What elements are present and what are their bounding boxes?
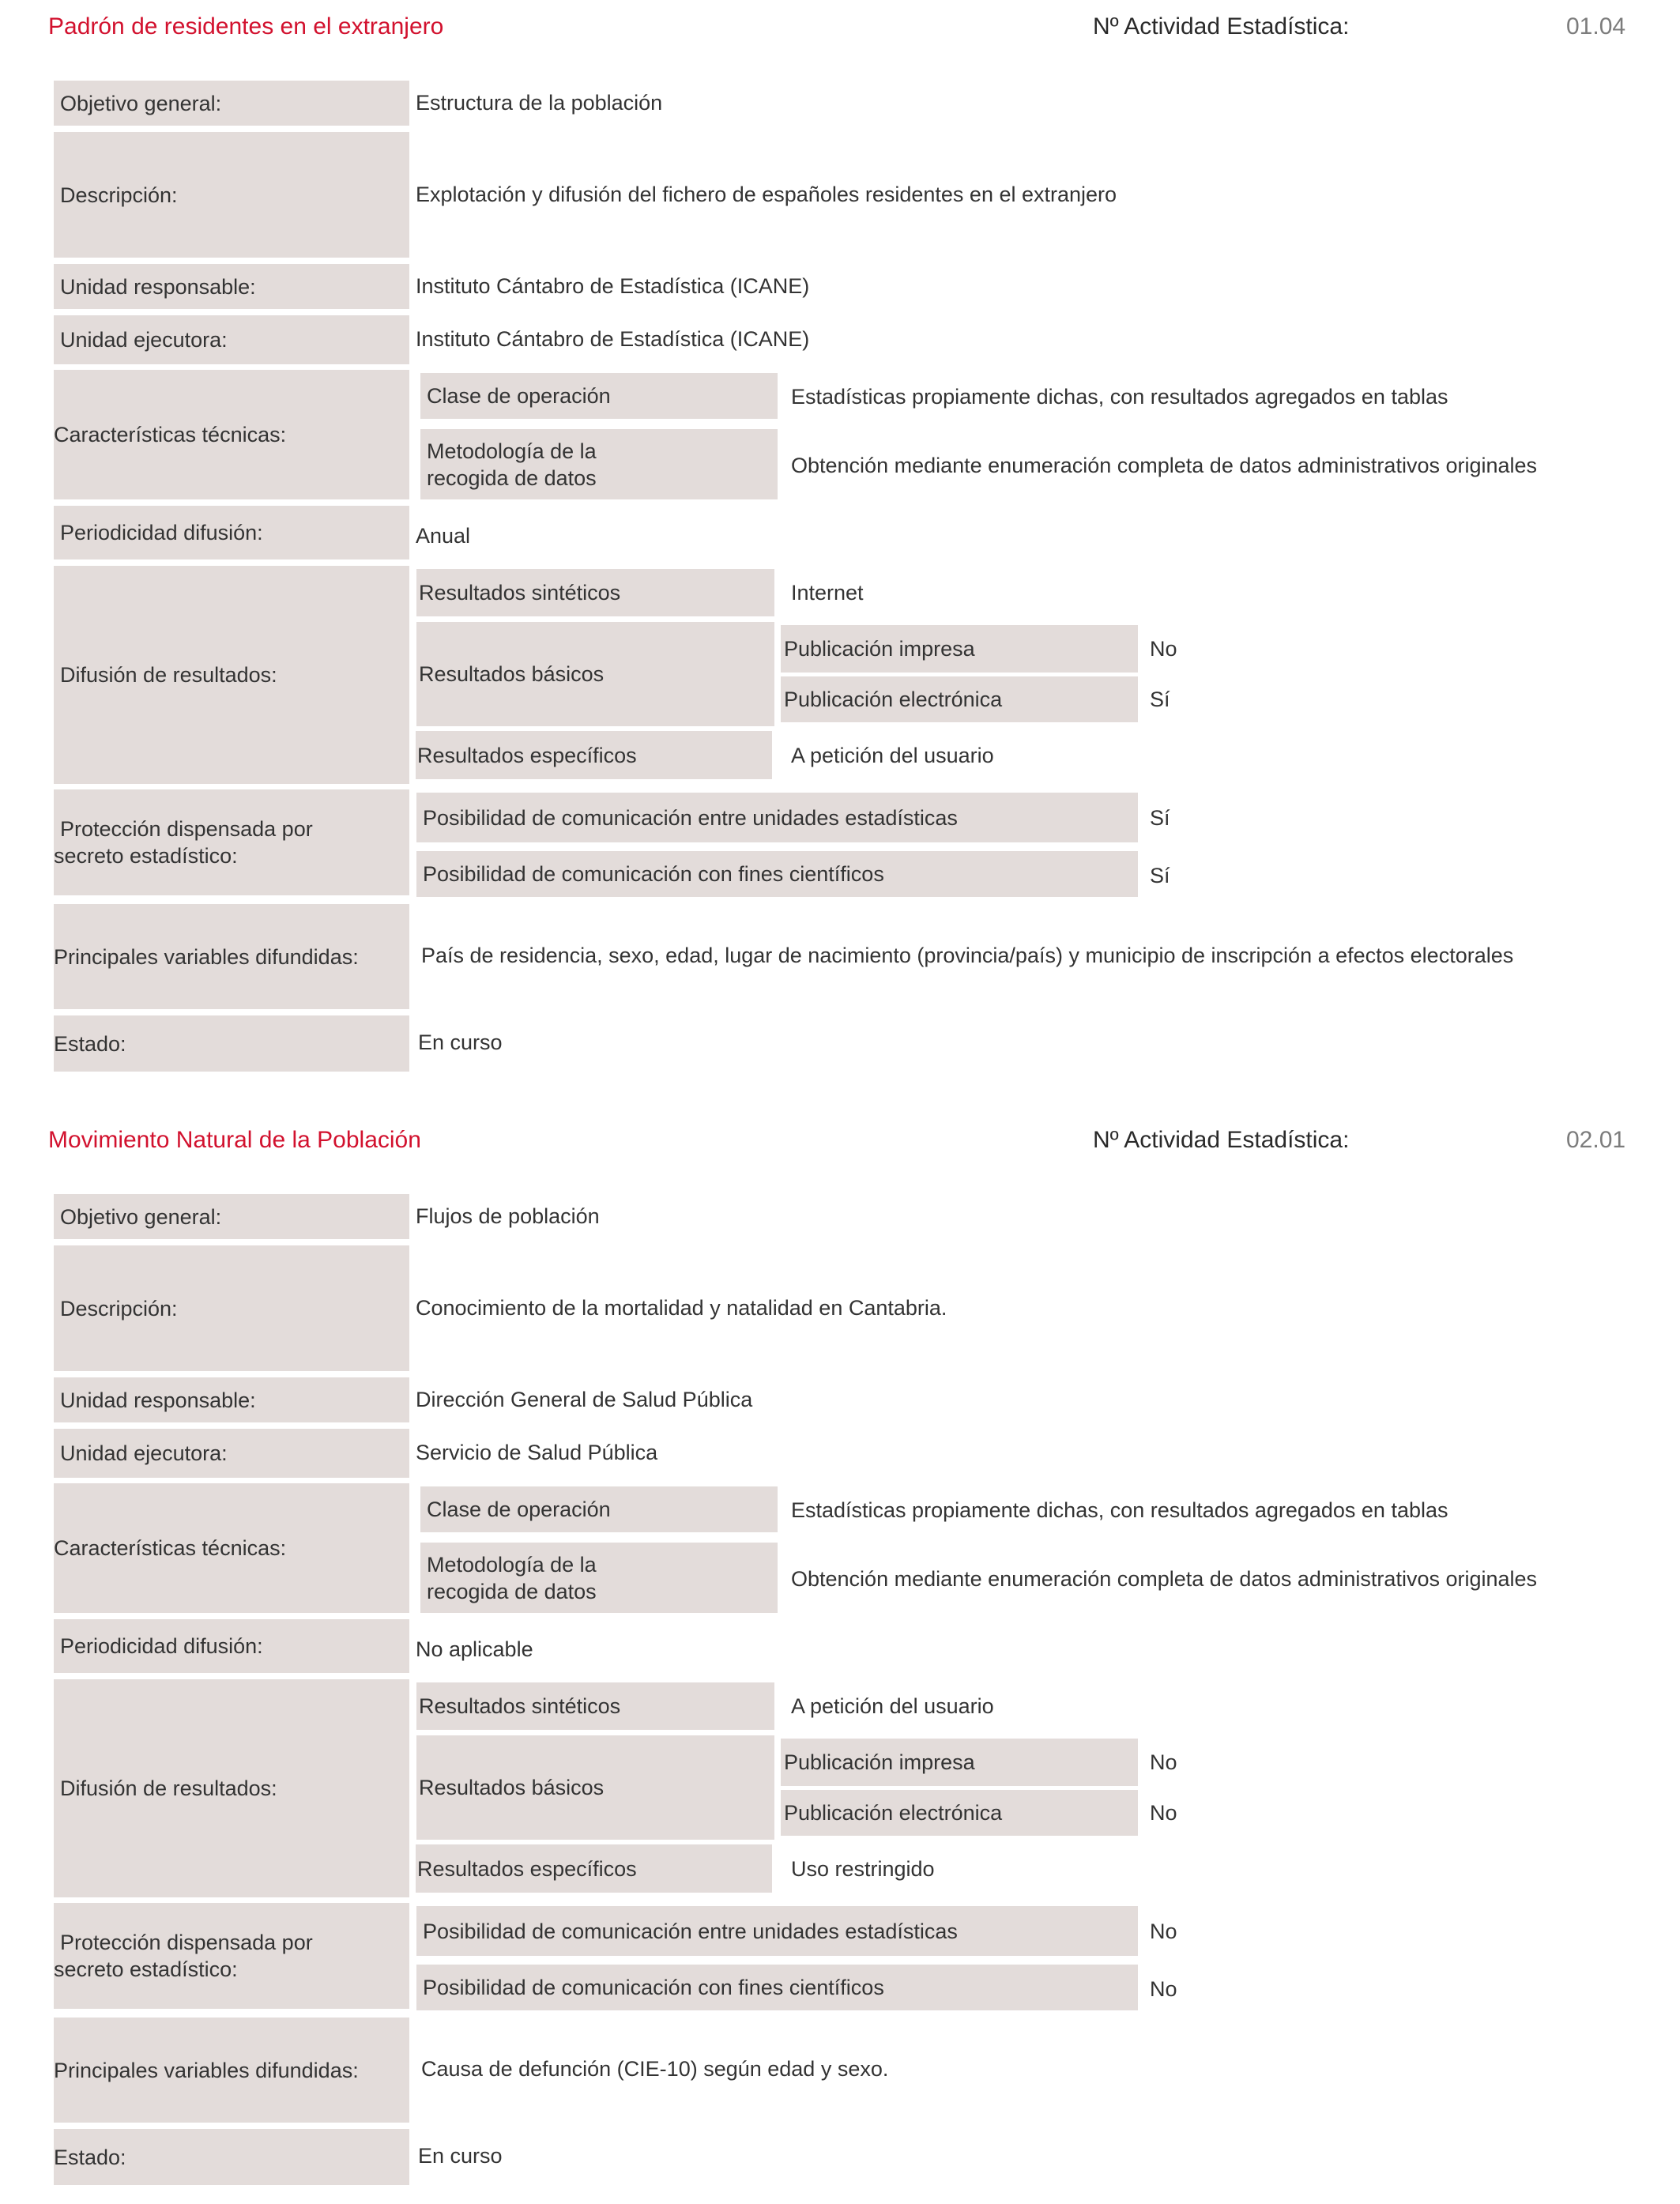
proteccion-label: Protección dispensada por secreto estadístico: (54, 817, 313, 868)
difusion-label-cell (54, 566, 409, 784)
resultados-especificos-label: Resultados específicos (417, 1856, 637, 1881)
descripcion-label-cell (54, 132, 409, 258)
clase-operacion-label-cell (420, 373, 778, 419)
metodologia-label-cell (420, 429, 778, 499)
caracteristicas-label: Características técnicas: (54, 1536, 287, 1560)
objetivo-value: Estructura de la población (416, 91, 663, 115)
estado-label: Estado: (54, 2145, 126, 2169)
metodologia-value: Obtención mediante enumeración completa de datos administrativos originales (791, 454, 1538, 477)
periodicidad-value: No aplicable (416, 1637, 533, 1661)
metodologia-value: Obtención mediante enumeración completa de datos administrativos originales (791, 1567, 1538, 1591)
proteccion-label-cell (54, 789, 409, 895)
resultados-sinteticos-label-cell (416, 1682, 774, 1730)
periodicidad-label: Periodicidad difusión: (60, 521, 263, 544)
difusion-label: Difusión de resultados: (60, 1776, 277, 1800)
publicacion-impresa-value: No (1150, 1750, 1177, 1774)
publicacion-impresa-label-cell (781, 625, 1138, 673)
activity-number-label: Nº Actividad Estadística: (1093, 1127, 1350, 1153)
resultados-sinteticos-label: Resultados sintéticos (419, 1694, 621, 1718)
unidad-responsable-value: Dirección General de Salud Pública (416, 1388, 753, 1411)
clase-operacion-value: Estadísticas propiamente dichas, con resultados agregados en tablas (791, 1498, 1448, 1522)
posibilidad-unidades-label-cell (416, 793, 1138, 842)
estado-label: Estado: (54, 1031, 126, 1056)
variables-label: Principales variables difundidas: (54, 944, 359, 969)
publicacion-electronica-value: No (1150, 1801, 1177, 1825)
metodologia-label-cell (420, 1543, 778, 1613)
unidad-responsable-value: Instituto Cántabro de Estadística (ICANE) (416, 274, 810, 298)
estado-value: En curso (418, 2144, 503, 2168)
activity-number-value: 01.04 (1566, 13, 1626, 40)
resultados-sinteticos-value: Internet (791, 581, 864, 605)
record-padron (0, 0, 1680, 1091)
objetivo-label: Objetivo general: (60, 91, 222, 115)
publicacion-impresa-value: No (1150, 637, 1177, 661)
unidad-ejecutora-label-cell (54, 315, 409, 364)
clase-operacion-label: Clase de operación (427, 1498, 611, 1521)
posibilidad-unidades-value: Sí (1150, 806, 1170, 830)
resultados-basicos-label: Resultados básicos (419, 1776, 605, 1799)
unidad-responsable-label-cell (54, 1377, 409, 1422)
publicacion-impresa-label: Publicación impresa (784, 637, 975, 661)
objetivo-label: Objetivo general: (60, 1204, 222, 1229)
unidad-ejecutora-label: Unidad ejecutora: (60, 1441, 228, 1465)
resultados-basicos-label-cell (416, 1735, 774, 1840)
caracteristicas-label-cell (54, 370, 409, 499)
posibilidad-cientificos-value: Sí (1150, 864, 1170, 887)
resultados-sinteticos-value: A petición del usuario (791, 1694, 994, 1718)
difusion-label: Difusión de resultados: (60, 663, 277, 687)
descripcion-label: Descripción: (60, 1296, 178, 1321)
publicacion-electronica-value: Sí (1150, 688, 1170, 711)
resultados-basicos-label-cell (416, 622, 774, 726)
clase-operacion-label: Clase de operación (427, 384, 611, 408)
clase-operacion-value: Estadísticas propiamente dichas, con resultados agregados en tablas (791, 385, 1448, 409)
unidad-ejecutora-label-cell (54, 1429, 409, 1478)
publicacion-impresa-label: Publicación impresa (784, 1750, 975, 1774)
estado-label-cell (54, 2129, 409, 2185)
objetivo-label-cell (54, 81, 409, 126)
estado-value: En curso (418, 1030, 503, 1054)
caracteristicas-label-cell (54, 1483, 409, 1613)
metodologia-label: Metodología de la recogida de datos (427, 439, 597, 490)
descripcion-value: Conocimiento de la mortalidad y natalidad en Cantabria. (416, 1296, 947, 1320)
objetivo-label-cell (54, 1194, 409, 1239)
record-title: Movimiento Natural de la Población (48, 1127, 421, 1153)
publicacion-impresa-label-cell (781, 1739, 1138, 1786)
variables-value: Causa de defunción (CIE-10) según edad y sexo. (421, 2057, 889, 2081)
record-movimiento-natural (0, 1113, 1680, 2204)
posibilidad-cientificos-label: Posibilidad de comunicación con fines científicos (423, 1976, 884, 1999)
activity-number-value: 02.01 (1566, 1127, 1626, 1153)
posibilidad-cientificos-value: No (1150, 1977, 1177, 2001)
publicacion-electronica-label-cell (781, 1790, 1138, 1836)
posibilidad-unidades-label: Posibilidad de comunicación entre unidades estadísticas (423, 805, 958, 830)
resultados-sinteticos-label-cell (416, 569, 774, 616)
proteccion-label-cell (54, 1903, 409, 2009)
periodicidad-label-cell (54, 506, 409, 559)
posibilidad-cientificos-label-cell (416, 1965, 1138, 2010)
periodicidad-label: Periodicidad difusión: (60, 1634, 263, 1658)
objetivo-value: Flujos de población (416, 1204, 600, 1228)
publicacion-electronica-label: Publicación electrónica (784, 688, 1003, 711)
periodicidad-label-cell (54, 1619, 409, 1673)
variables-label: Principales variables difundidas: (54, 2058, 359, 2082)
descripcion-label: Descripción: (60, 183, 178, 207)
posibilidad-cientificos-label-cell (416, 851, 1138, 897)
record-title: Padrón de residentes en el extranjero (48, 13, 444, 40)
unidad-responsable-label: Unidad responsable: (60, 1388, 256, 1412)
resultados-especificos-value: A petición del usuario (791, 744, 994, 767)
resultados-sinteticos-label: Resultados sintéticos (419, 581, 621, 605)
resultados-especificos-label-cell (416, 1844, 772, 1893)
variables-value: País de residencia, sexo, edad, lugar de nacimiento (provincia/país) y municipio de inscripción a efectos electorales (421, 944, 1514, 967)
posibilidad-unidades-label: Posibilidad de comunicación entre unidades estadísticas (423, 1919, 958, 1943)
caracteristicas-label: Características técnicas: (54, 423, 287, 446)
posibilidad-unidades-value: No (1150, 1920, 1177, 1943)
unidad-responsable-label: Unidad responsable: (60, 274, 256, 299)
publicacion-electronica-label: Publicación electrónica (784, 1801, 1003, 1825)
unidad-responsable-label-cell (54, 264, 409, 309)
metodologia-label: Metodología de la recogida de datos (427, 1552, 597, 1603)
proteccion-label: Protección dispensada por secreto estadístico: (54, 1931, 313, 1981)
variables-label-cell (54, 904, 409, 1009)
resultados-especificos-value: Uso restringido (791, 1857, 935, 1881)
unidad-ejecutora-value: Instituto Cántabro de Estadística (ICANE) (416, 327, 810, 351)
posibilidad-unidades-label-cell (416, 1906, 1138, 1956)
resultados-basicos-label: Resultados básicos (419, 662, 605, 686)
descripcion-value: Explotación y difusión del fichero de españoles residentes en el extranjero (416, 183, 1117, 206)
estado-label-cell (54, 1015, 409, 1072)
clase-operacion-label-cell (420, 1486, 778, 1532)
resultados-especificos-label: Resultados específicos (417, 743, 637, 767)
publicacion-electronica-label-cell (781, 676, 1138, 722)
periodicidad-value: Anual (416, 524, 471, 548)
posibilidad-cientificos-label: Posibilidad de comunicación con fines científicos (423, 862, 884, 886)
unidad-ejecutora-value: Servicio de Salud Pública (416, 1441, 658, 1464)
variables-label-cell (54, 2018, 409, 2123)
resultados-especificos-label-cell (416, 731, 772, 779)
descripcion-label-cell (54, 1245, 409, 1371)
activity-number-label: Nº Actividad Estadística: (1093, 13, 1350, 40)
difusion-label-cell (54, 1679, 409, 1897)
unidad-ejecutora-label: Unidad ejecutora: (60, 328, 228, 352)
